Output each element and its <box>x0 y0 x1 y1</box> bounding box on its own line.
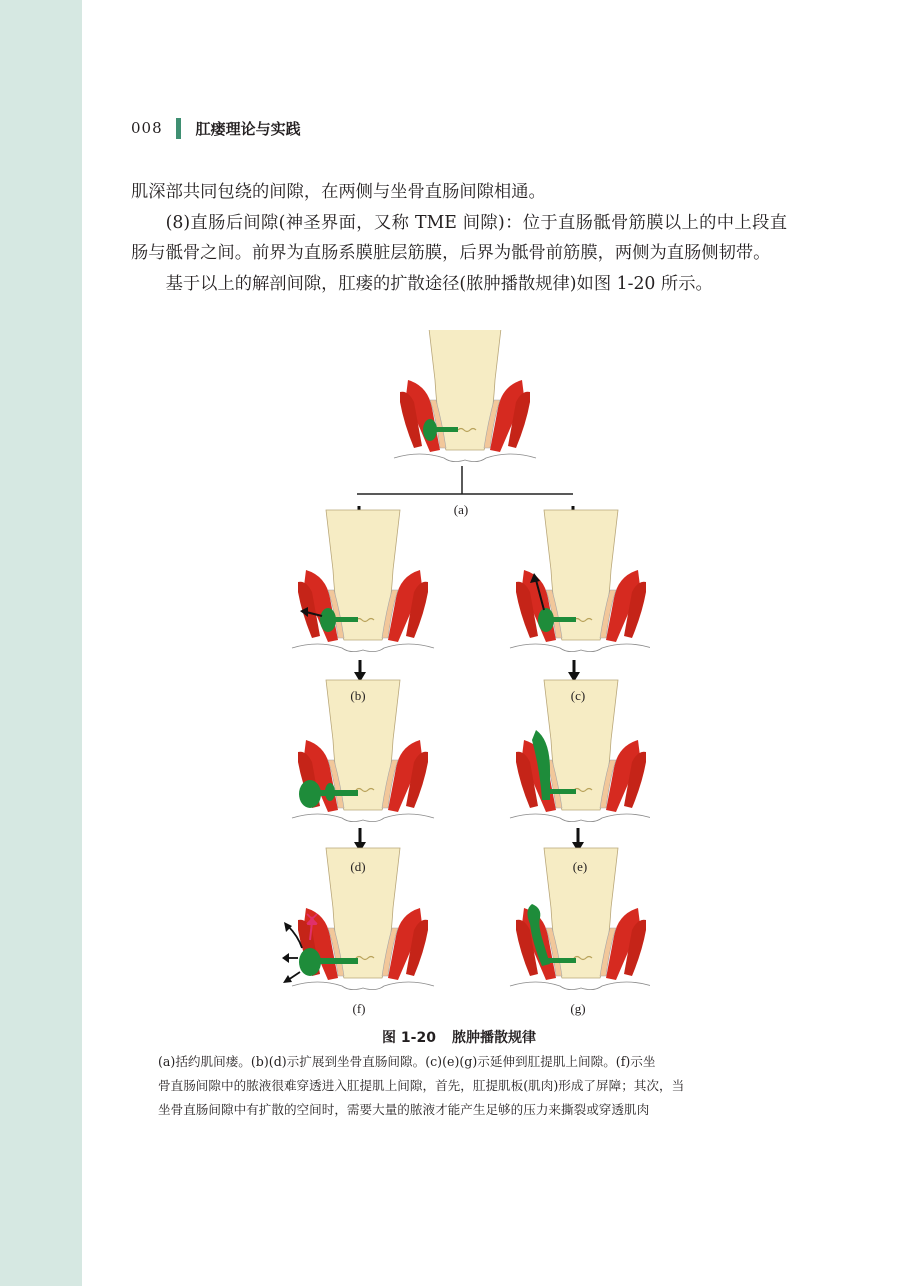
body-text <box>131 177 787 299</box>
page-number: 008 <box>131 119 163 137</box>
panel-label-b: (b) <box>350 688 366 703</box>
paragraph: (8)直肠后间隙(神圣界面，又称 TME 间隙)：位于直肠骶骨筋膜以上的中上段直肠与骶骨之间。前界为直肠系膜脏层筋膜，后界为骶骨前筋膜，两侧为直肠侧韧带。 <box>131 212 787 263</box>
panel-b-drawing <box>292 510 434 652</box>
panel-label-f: (f) <box>352 1001 366 1016</box>
figure-title: 脓肿播散规律 <box>451 1030 536 1046</box>
panel-c-drawing <box>510 510 650 652</box>
figure-number: 图 1-20 <box>382 1030 436 1046</box>
page-header <box>131 116 301 140</box>
paragraph: 肌深部共同包绕的间隙，在两侧与坐骨直肠间隙相通。 <box>131 182 546 202</box>
paragraph: 基于以上的解剖间隙，肛瘘的扩散途径(脓肿播散规律)如图 1-20 所示。 <box>165 273 713 294</box>
figure-caption-title <box>0 1027 918 1047</box>
running-title: 肛瘘理论与实践 <box>195 119 301 138</box>
caption-line: (a)括约肌间瘘。(b)(d)示扩展到坐骨直肠间隙。(c)(e)(g)示延伸到肛提肌上间隙。(f)示坐 <box>158 1054 656 1069</box>
figure-drawing <box>280 330 650 1030</box>
panel-label-e: (e) <box>572 859 588 874</box>
panel-a-drawing <box>394 330 536 462</box>
side-color-band <box>0 0 82 1286</box>
figure-caption-body <box>158 1050 764 1122</box>
panel-label-d: (d) <box>350 859 366 874</box>
figure-abscess-spread <box>280 330 650 1030</box>
caption-line: 骨直肠间隙中的脓液很难穿透进入肛提肌上间隙，首先，肛提肌板(肌肉)形成了屏障；其次，当 <box>158 1078 685 1093</box>
panel-label-a: (a) <box>453 502 469 517</box>
panel-label-g: (g) <box>570 1001 586 1016</box>
header-divider-bar <box>176 118 181 139</box>
caption-line: 坐骨直肠间隙中有扩散的空间时，需要大量的脓液才能产生足够的压力来撕裂或穿透肌肉 <box>158 1102 650 1117</box>
panel-label-c: (c) <box>570 688 586 703</box>
